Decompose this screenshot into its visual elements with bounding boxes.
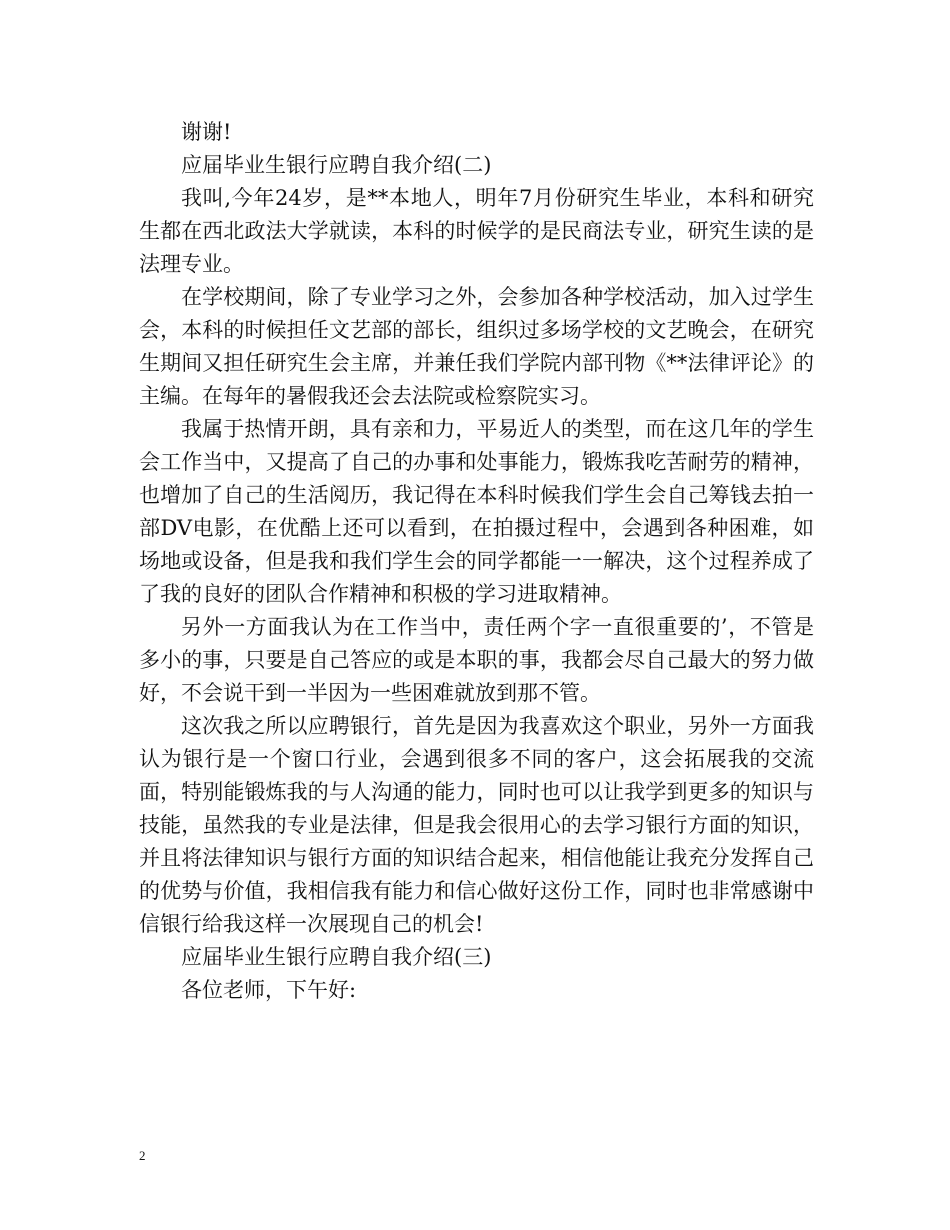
paragraph-intro: 我叫,今年24岁，是**本地人，明年7月份研究生毕业，本科和研究生都在西北政法大学就读，本科的时候学的是民商法专业，研究生读的是法理专业。 (139, 186, 814, 276)
section-heading-3: 应届毕业生银行应聘自我介绍(三) (181, 945, 492, 969)
greeting: 各位老师，下午好: (181, 978, 357, 1002)
paragraph-responsibility: 另外一方面我认为在工作当中，责任两个字一直很重要的’，不管是多小的事，只要是自己答应的或是本职的事，我都会尽自己最大的努力做好，不会说干到一半因为一些困难就放到那不管。 (139, 615, 814, 705)
section-heading-2: 应届毕业生银行应聘自我介绍(二) (181, 153, 492, 177)
paragraph-motivation: 这次我之所以应聘银行，首先是因为我喜欢这个职业，另外一方面我认为银行是一个窗口行业，会遇到很多不同的客户，这会拓展我的交流面，特别能锻炼我的与人沟通的能力，同时也可以让我学到更多的知识与技能，虽然我的专业是法律，但是我会很用心的去学习银行方面的知识，并且将法律知识与银行方面的知识结合起来，相信他能让我充分发挥自己的优势与价值，我相信我有能力和信心做好这份工作，同时也非常感谢中信银行给我这样一次展现自己的机会! (139, 714, 814, 936)
paragraph-personality: 我属于热情开朗，具有亲和力，平易近人的类型，而在这几年的学生会工作当中，又提高了自己的办事和处事能力，锻炼我吃苦耐劳的精神，也增加了自己的生活阅历，我记得在本科时候我们学生会自己筹钱去拍一部DV电影，在优酷上还可以看到，在拍摄过程中，会遇到各种困难，如场地或设备，但是我和我们学生会的同学都能一一解决，这个过程养成了了我的良好的团队合作精神和积极的学习进取精神。 (139, 417, 814, 606)
closing-thanks: 谢谢! (181, 120, 232, 144)
document-body (139, 116, 814, 1007)
paragraph-school: 在学校期间，除了专业学习之外，会参加各种学校活动，加入过学生会，本科的时候担任文艺部的部长，组织过多场学校的文艺晚会，在研究生期间又担任研究生会主席，并兼任我们学院内部刊物《**法律评论》的主编。在每年的暑假我还会去法院或检察院实习。 (139, 285, 814, 408)
page-number: 2 (139, 1148, 146, 1163)
